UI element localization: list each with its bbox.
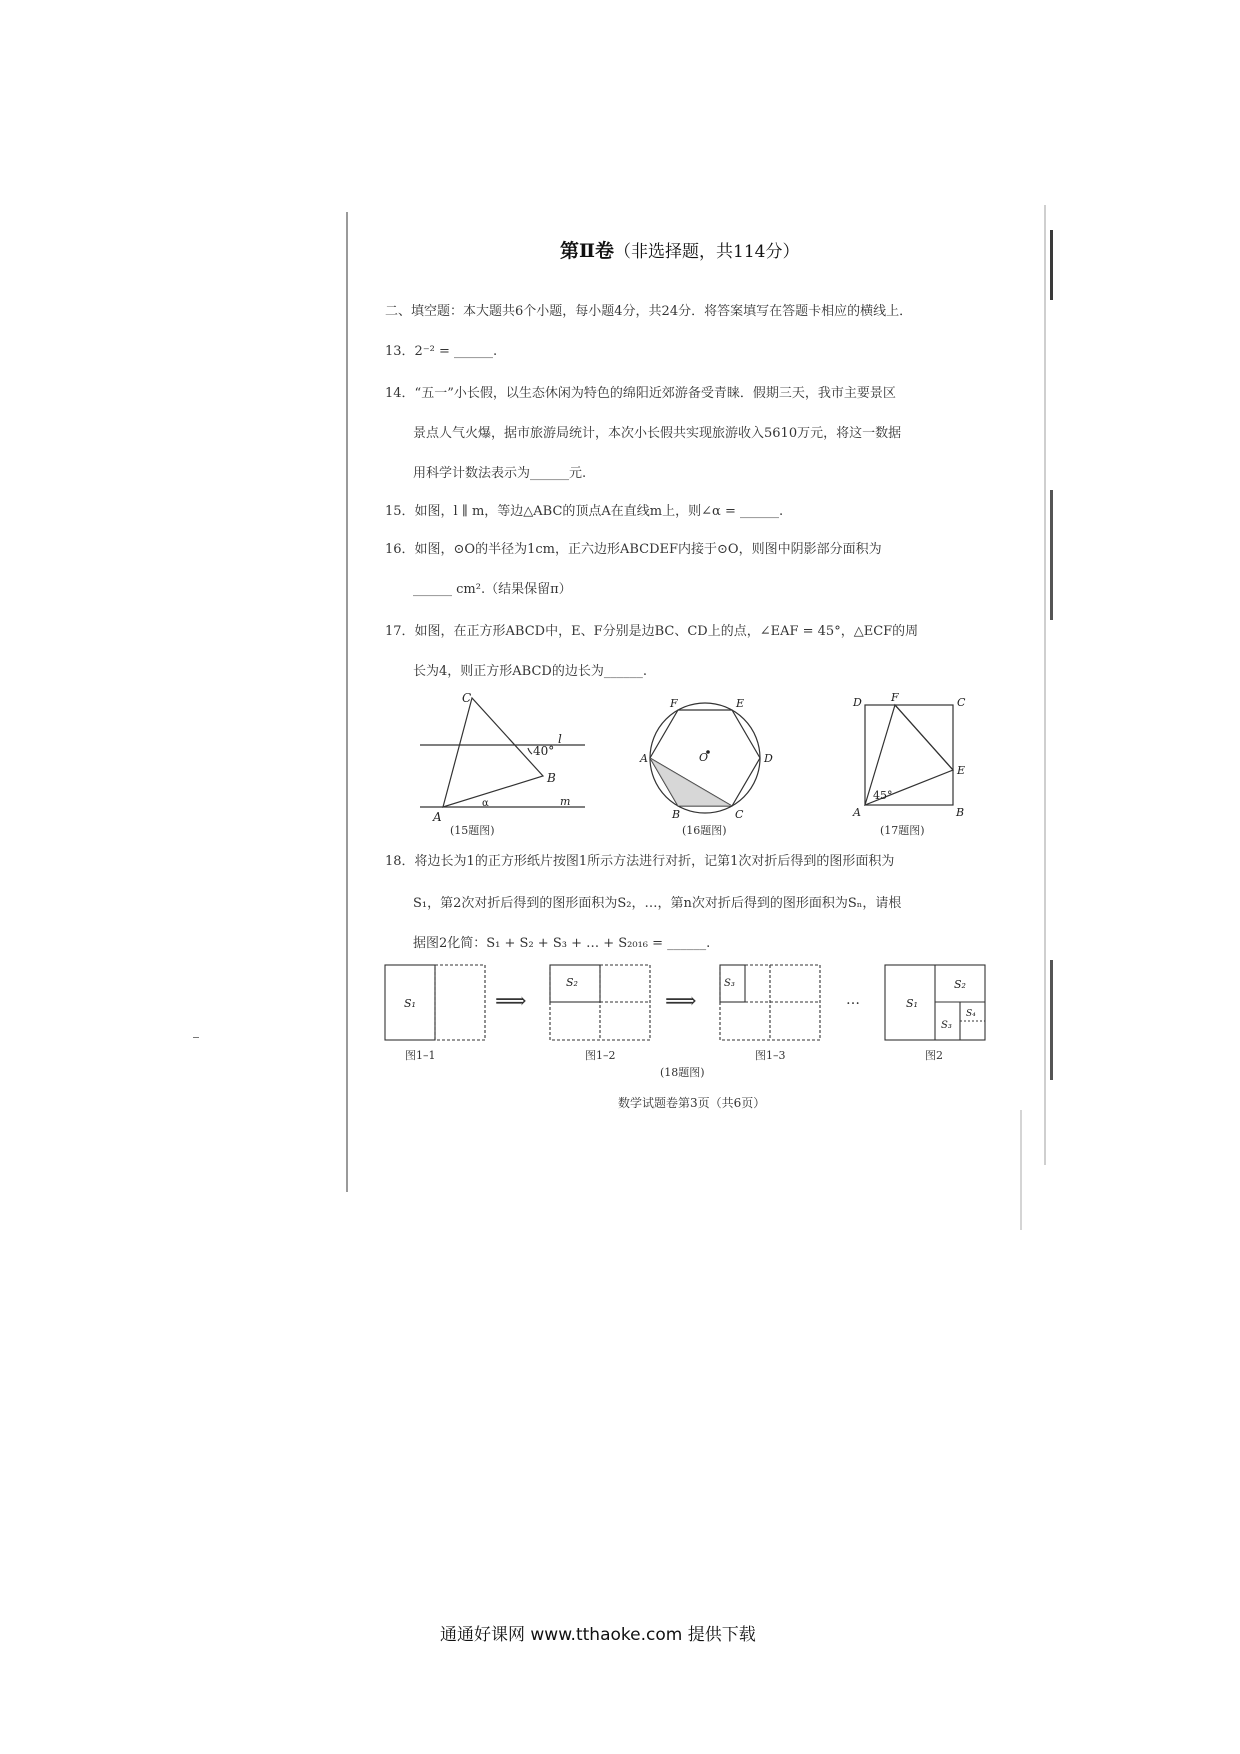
figure-15 <box>420 698 585 807</box>
label-s3: S₃ <box>724 978 735 989</box>
label-d16: D <box>764 752 773 765</box>
section-intro: 二、填空题：本大题共6个小题，每小题4分，共24分．将答案填写在答题卡相应的横线上． <box>385 304 913 319</box>
label-s1: S₁ <box>404 997 416 1010</box>
question-16-line-2: ______ cm².（结果保留π） <box>413 582 572 597</box>
figure-18 <box>380 960 1010 1060</box>
label-s2: S₂ <box>566 976 578 989</box>
label-c17: C <box>957 696 966 709</box>
question-13: 13．2⁻² = ______. <box>385 344 498 359</box>
title-main: 第Ⅱ卷 <box>560 240 615 262</box>
question-17-line-2: 长为4，则正方形ABCD的边长为______. <box>413 664 647 679</box>
caption-fig1-1: 图1–1 <box>405 1049 436 1062</box>
label-c: C <box>462 691 472 705</box>
label-o16: O <box>699 751 709 764</box>
label-b: B <box>547 771 556 785</box>
label-f16: F <box>670 697 678 710</box>
label-m: m <box>560 795 571 808</box>
label-e17: E <box>957 764 966 777</box>
question-18-line-3: 据图2化简：S₁ + S₂ + S₃ + … + S₂₀₁₆ = ______. <box>413 936 711 951</box>
label-40: 40° <box>533 744 555 758</box>
label-e16: E <box>736 697 745 710</box>
page-spine-line <box>346 212 348 1192</box>
scan-edge <box>1050 230 1053 300</box>
question-15: 15．如图，l ∥ m，等边△ABC的顶点A在直线m上，则∠α = ______. <box>385 504 784 519</box>
page-number-footer: 数学试题卷第3页（共6页） <box>618 1096 766 1110</box>
panel-1-1-fold <box>435 965 485 1040</box>
question-18-line-2: S₁，第2次对折后得到的图形面积为S₂，…，第n次对折后得到的图形面积为Sₙ，请根 <box>413 896 902 911</box>
scan-edge <box>1020 1110 1022 1230</box>
caption-fig2: 图2 <box>925 1049 943 1062</box>
label-d17: D <box>853 696 862 709</box>
label-c16: C <box>735 808 744 821</box>
figures-15-16-17 <box>400 690 1000 835</box>
label-a17: A <box>853 806 861 819</box>
caption-fig16: (16题图) <box>682 824 727 837</box>
paper-title <box>560 236 799 263</box>
question-18-line-1: 18．将边长为1的正方形纸片按图1所示方法进行对折，记第1次对折后得到的图形面积为 <box>385 854 895 869</box>
caption-fig1-3: 图1–3 <box>755 1049 786 1062</box>
caption-fig1-2: 图1–2 <box>585 1049 616 1062</box>
triangle-abc <box>443 698 543 807</box>
title-paren: （非选择题，共114分） <box>614 242 800 262</box>
question-14-line-1: 14．“五一”小长假，以生态休闲为特色的绵阳近郊游备受青睐．假期三天，我市主要景区 <box>385 386 896 401</box>
question-14-line-2: 景点人气火爆，据市旅游局统计，本次小长假共实现旅游收入5610万元，将这一数据 <box>413 426 902 441</box>
segment-fe <box>895 705 953 770</box>
caption-fig18: (18题图) <box>660 1066 705 1079</box>
question-17-line-1: 17．如图，在正方形ABCD中，E、F分别是边BC、CD上的点，∠EAF = 45°，△ECF的周 <box>385 624 919 639</box>
site-footer: 通通好课网 www.tthaoke.com 提供下载 <box>440 1625 756 1645</box>
scan-edge <box>1050 490 1053 620</box>
question-14-line-3: 用科学计数法表示为______元. <box>413 466 587 481</box>
label-b17: B <box>956 806 965 819</box>
label-s2-fig2: S₂ <box>954 978 966 991</box>
label-f17: F <box>891 691 899 704</box>
caption-fig17: (17题图) <box>880 824 925 837</box>
scan-mark <box>193 1037 199 1038</box>
label-a: A <box>433 810 442 824</box>
scan-edge <box>1050 960 1053 1080</box>
label-b16: B <box>672 808 681 821</box>
angle-40-arc <box>528 748 532 754</box>
label-alpha: α <box>482 798 489 809</box>
label-a16: A <box>640 752 648 765</box>
scan-edge <box>1044 205 1046 1165</box>
arrow-2: ⟹ <box>665 989 697 1014</box>
question-16-line-1: 16．如图，⊙O的半径为1cm，正六边形ABCDEF内接于⊙O，则图中阴影部分面积为 <box>385 542 882 557</box>
arrow-1: ⟹ <box>495 989 527 1014</box>
label-s3-fig2: S₃ <box>941 1020 952 1031</box>
label-45: 45° <box>873 789 893 802</box>
label-l: l <box>558 732 562 746</box>
label-s4-fig2: S₄ <box>966 1009 976 1019</box>
caption-fig15: (15题图) <box>450 824 495 837</box>
label-s1-fig2: S₁ <box>906 997 918 1010</box>
ellipsis: … <box>846 992 860 1008</box>
